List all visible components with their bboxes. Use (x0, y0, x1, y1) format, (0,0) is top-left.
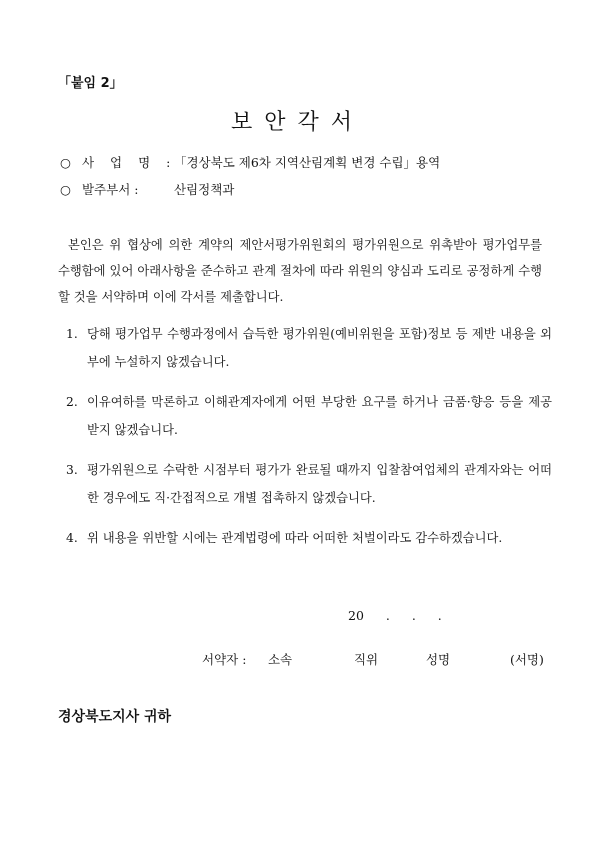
bullet-icon: ○ (60, 182, 71, 197)
pledge-item (66, 388, 552, 444)
pledge-item (66, 456, 552, 512)
project-name-label: 사 업 명 : (81, 155, 177, 170)
intro-paragraph (58, 232, 542, 310)
signature-line (202, 650, 544, 668)
bullet-icon: ○ (60, 155, 71, 170)
addressee: 경상북도지사 귀하 (58, 709, 172, 725)
pledge-text: 이유여하를 막론하고 이해관계자에게 어떤 부당한 요구를 하거나 금품·향응 등을 제공받지 않겠습니다. (87, 395, 552, 437)
name-label: 성명 (425, 652, 451, 667)
position-label: 직위 (353, 652, 379, 667)
date-line: 20 . . . (348, 608, 442, 623)
pledge-item (66, 320, 552, 376)
project-name-value: 「경상북도 제6차 지역산림계획 변경 수립」용역 (173, 155, 441, 170)
pledge-text: 평가위원으로 수락한 시점부터 평가가 완료될 때까지 입찰참여업체의 관계자와는 어떠한 경우에도 직·간접적으로 개별 접촉하지 않겠습니다. (87, 463, 552, 505)
pledge-list (66, 320, 552, 564)
department-label: 발주부서 : (81, 182, 139, 197)
intro-text: 본인은 위 협상에 의한 계약의 제안서평가위원회의 평가위원으로 위촉받아 평가업무를 수행함에 있어 아래사항을 준수하고 관계 절차에 따라 위원의 양심과 도리로 공정하게 수행할 것을 서약하며 이에 각서를 제출합니다. (58, 238, 542, 304)
department-row (60, 180, 234, 198)
document-title: 보안각서 (230, 110, 364, 135)
signer-label: 서약자 : (202, 652, 247, 667)
pledge-text: 당해 평가업무 수행과정에서 습득한 평가위원(예비위원을 포함)정보 등 제반 내용을 외부에 누설하지 않겠습니다. (87, 327, 552, 369)
pledge-text: 위 내용을 위반할 시에는 관계법령에 따라 어떠한 처벌이라도 감수하겠습니다. (87, 531, 503, 545)
affiliation-label: 소속 (267, 652, 293, 667)
pledge-item (66, 524, 552, 552)
pledge-number: 4. (66, 531, 78, 545)
signature-mark-label: (서명) (509, 652, 544, 667)
project-name-row (60, 153, 440, 171)
pledge-number: 3. (66, 463, 78, 477)
department-value: 산림정책과 (173, 182, 235, 197)
pledge-number: 1. (66, 327, 78, 341)
pledge-number: 2. (66, 395, 78, 409)
attachment-label: 「붙임 2」 (58, 76, 123, 91)
